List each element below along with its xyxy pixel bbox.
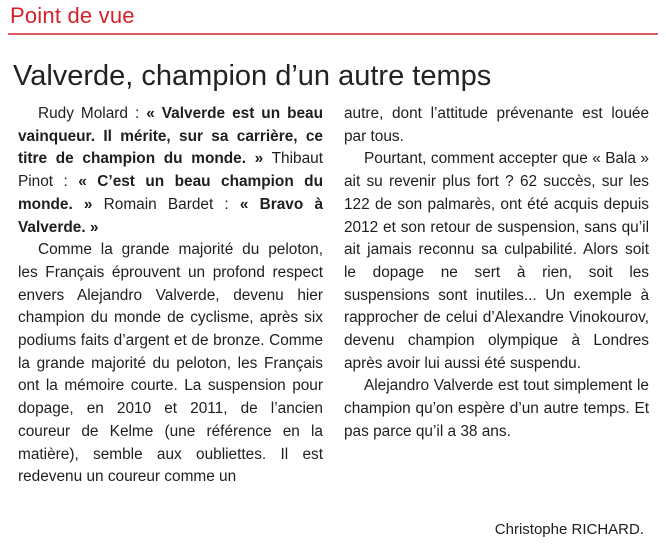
lead-molard: Rudy Molard : [38,105,147,122]
lead-pinot: Thibaut Pinot : [18,150,323,191]
quote-bardet: « Bravo à Valverde. » [18,195,324,236]
body-paragraph-4: Alejandro Valverde est tout simplement le champion qu’on espère d’un autre temps. Et pas parce qu’il a 38 ans. [344,377,649,440]
intro-paragraph [18,103,323,239]
rubric-divider [8,33,658,35]
section-rubric: Point de vue [10,3,135,28]
author-signature: Christophe RICHARD. [494,521,644,538]
quote-pinot: « C’est un beau champion du monde. » [18,173,323,213]
body-paragraph-3: Pourtant, comment accepter que « Bala » ait su revenir plus fort ? 62 succès, sur les 122 de son palmarès, ont été acquis depuis 2012 et son retour de suspension, sans qu’il ait jamais reconnu sa culpabilité. Alors soit le dopage ne sert à rien, soit les suspensions sont inutiles... Un exemple à rapprocher de celui d’Alexandre Vinokourov, devenu champion olympique à Londres après avoir lui aussi été suspendu. [344,150,649,372]
body-paragraph-2-continued: autre, dont l’attitude prévenante est louée par tous. [344,105,649,145]
lead-bardet: Romain Bardet : [92,195,240,213]
article-headline: Valverde, champion d’un autre temps [13,60,492,92]
article-column-left [18,103,323,489]
article-column-right [344,103,649,444]
body-paragraph-2: Comme la grande majorité du peloton, les Français éprouvent un profond respect envers Alejandro Valverde, devenu hier champion du monde de cyclisme, après six podiums faits d’argent et de bronze. Comme la grande majorité du peloton, les Français ont la mémoire courte. La suspension pour dopage, en 2010 et 2011, de l’ancien coureur de Kelme (une référence en la matière), semble aux oubliettes. Il est redevenu un coureur comme un [18,241,323,486]
quote-molard: « Valverde est un beau vainqueur. Il mérite, sur sa carrière, ce titre de champion du monde. » [18,105,324,168]
